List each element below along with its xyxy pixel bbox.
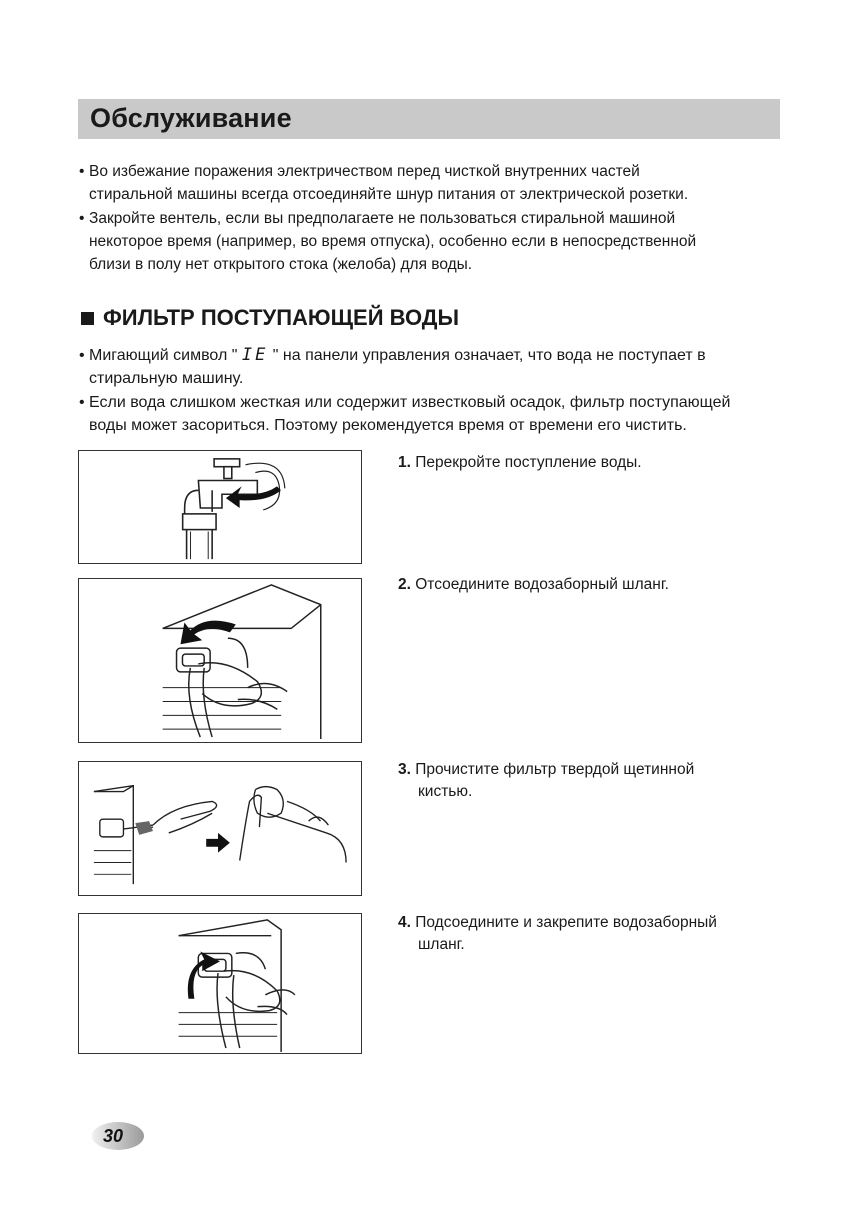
step-text: Прочистите фильтр твердой щетинной	[415, 761, 695, 778]
step-number: 1.	[398, 454, 411, 471]
square-bullet-icon	[81, 312, 94, 325]
step-number: 3.	[398, 761, 411, 778]
bullet-line: воды может засориться. Поэтому рекомендуется время от времени его чистить.	[89, 417, 687, 434]
bullet-line: Закройте вентель, если вы предполагаете не пользоваться стиральной машиной	[89, 210, 676, 227]
bullet-marker: •	[79, 394, 85, 411]
bullet-line: стиральную машину.	[89, 370, 244, 387]
bullet-marker: •	[79, 210, 85, 227]
clean-filter-illustration	[79, 762, 361, 895]
step-text: шланг.	[418, 936, 465, 953]
error-code-symbol: IE	[241, 345, 269, 365]
section-bullet-1	[79, 344, 779, 390]
step-number: 2.	[398, 576, 411, 593]
section-title-text: ФИЛЬТР ПОСТУПАЮЩЕЙ ВОДЫ	[103, 305, 460, 330]
step-number: 4.	[398, 914, 411, 931]
step-2	[398, 574, 778, 596]
step-4	[398, 912, 778, 956]
step-3	[398, 759, 778, 803]
disconnect-hose-illustration	[79, 579, 361, 742]
bullet-line: Во избежание поражения электричеством перед чисткой внутренних частей	[89, 163, 640, 180]
step-text: Отсоедините водозаборный шланг.	[415, 576, 669, 593]
bullet-line: близи в полу нет открытого стока (желоба) для воды.	[89, 256, 473, 273]
bullet-line: стиральной машины всегда отсоединяйте шнур питания от электрической розетки.	[89, 186, 689, 203]
step-text: Подсоедините и закрепите водозаборный	[415, 914, 717, 931]
section-bullet-2	[79, 391, 779, 437]
bullet-text: " на панели управления означает, что вода не поступает в	[272, 347, 706, 364]
bullet-marker: •	[79, 347, 85, 364]
page-number: 30	[103, 1126, 124, 1146]
illustration-clean-filter	[78, 761, 362, 896]
illustration-disconnect-hose	[78, 578, 362, 743]
illustration-close-tap	[78, 450, 362, 564]
bullet-marker: •	[79, 163, 85, 180]
illustration-reconnect-hose	[78, 913, 362, 1054]
step-text: кистью.	[418, 783, 473, 800]
intro-bullet-1	[79, 160, 779, 206]
bullet-text: Мигающий символ "	[89, 347, 238, 364]
step-1	[398, 452, 778, 474]
reconnect-hose-illustration	[79, 914, 361, 1053]
header-bar	[78, 99, 780, 139]
section-title	[81, 305, 459, 331]
intro-bullet-2	[79, 207, 779, 276]
page-title: Обслуживание	[90, 103, 292, 133]
bullet-line: Если вода слишком жесткая или содержит известковый осадок, фильтр поступающей	[89, 394, 731, 411]
bullet-line: некоторое время (например, во время отпуска), особенно если в непосредственной	[89, 233, 697, 250]
step-text: Перекройте поступление воды.	[415, 454, 642, 471]
faucet-illustration	[79, 451, 361, 563]
